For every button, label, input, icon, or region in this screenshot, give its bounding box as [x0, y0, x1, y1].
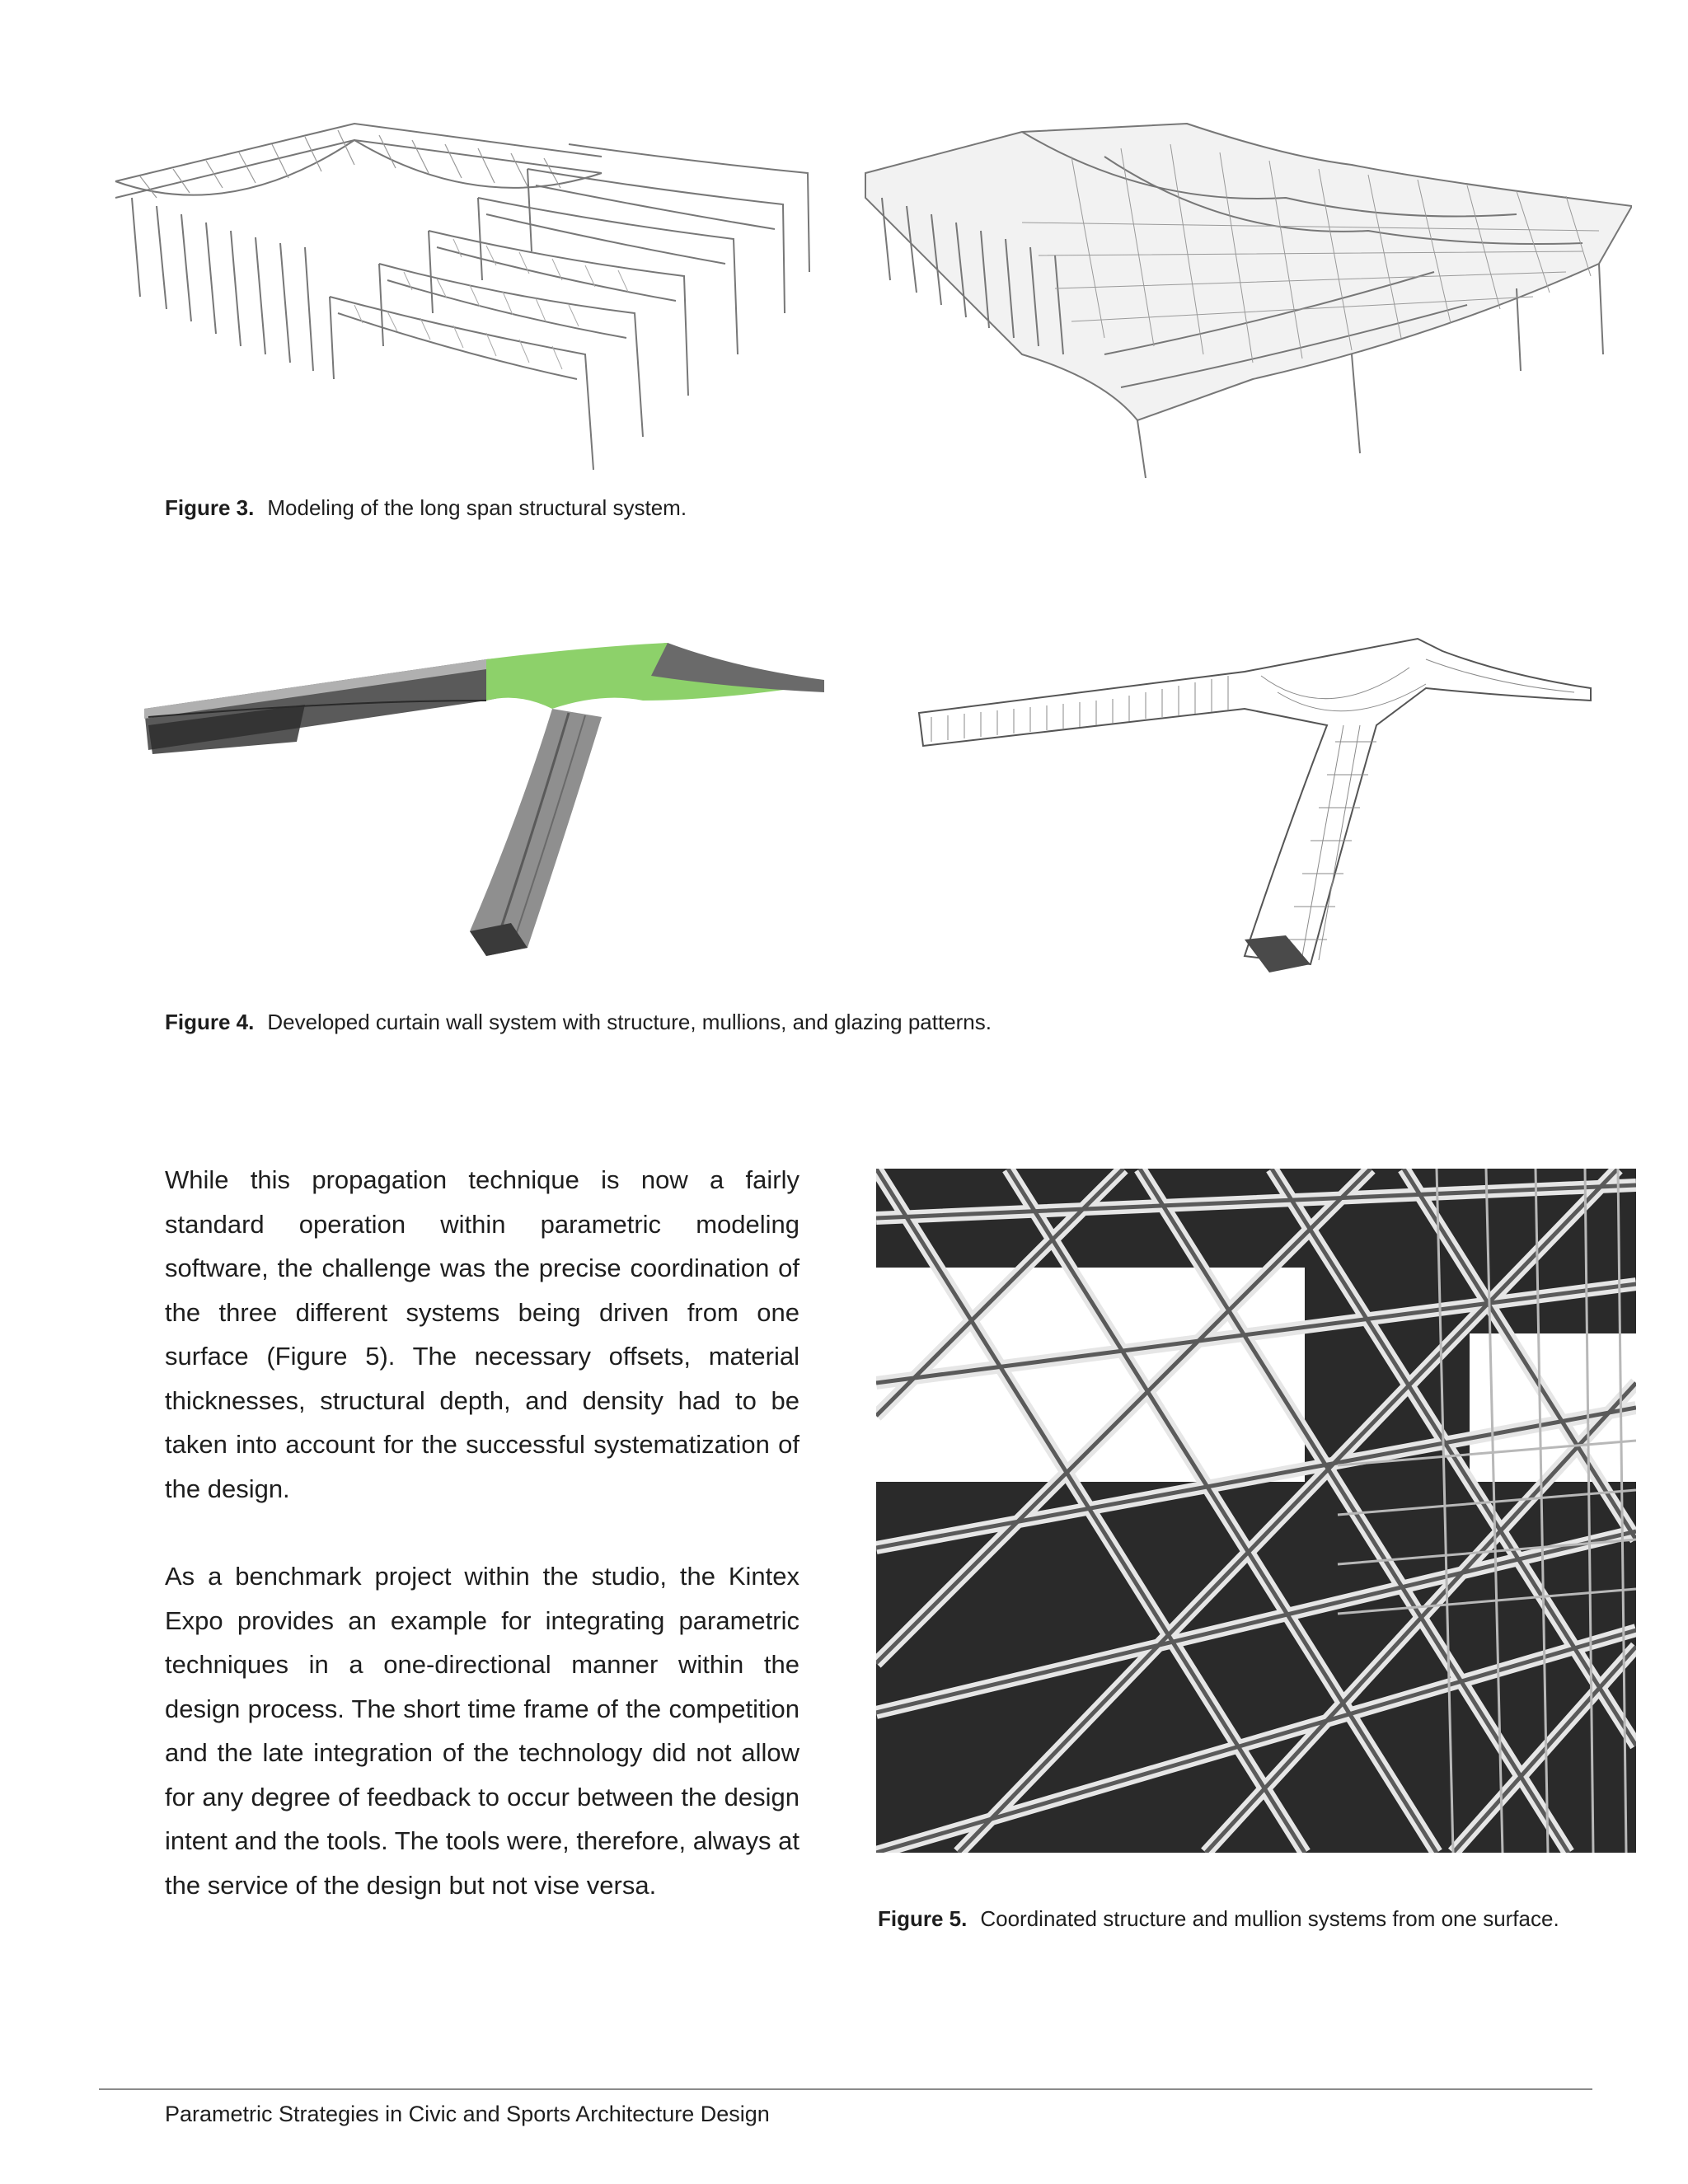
paragraph-spacer: [165, 1511, 799, 1554]
figure-3-label: Figure 3.: [165, 495, 255, 520]
curtain-wall-surface-image: [140, 610, 832, 964]
running-footer: Parametric Strategies in Civic and Sports Architecture Design: [165, 2102, 770, 2126]
body-paragraph-2: As a benchmark project within the studio, the Kintex Expo provides an example for integrating parametric techniques in a one-directional manner within the design process. The short time frame of the competition and the late integration of the technology did not allow for any degree of feedback to occur between the design intent and the tools. The tools were, therefore, always at the service of the design but not vise versa.: [165, 1562, 799, 1900]
figure-4-text: Developed curtain wall system with structure, mullions, and glazing patterns.: [267, 1010, 992, 1034]
figure-3-left-truss-model: [107, 107, 824, 486]
figure-3-caption: [165, 494, 687, 521]
figure-4-right-curtain-wall-model: [915, 610, 1599, 972]
curtain-wall-mullion-image: [915, 610, 1599, 972]
figure-4-label: Figure 4.: [165, 1010, 255, 1034]
figure-4-left-curtain-wall-model: [140, 610, 832, 964]
body-paragraph-1: While this propagation technique is now a fairly standard operation within parametric modeling software, the challenge was the precise coordination of the three different systems being driven from one surface (Figure 5). The necessary offsets, material thicknesses, structural depth, and density had to be taken into account for the successful systematization of the design.: [165, 1165, 799, 1503]
figure-4-caption: [165, 1009, 992, 1035]
long-span-truss-image: [107, 107, 824, 486]
footer-divider: [99, 2088, 1592, 2090]
figure-5-caption: [878, 1905, 1559, 1932]
long-span-roof-image: [857, 107, 1632, 486]
coordinated-structure-image: [876, 1169, 1636, 1853]
figure-3-right-roof-model: [857, 107, 1632, 486]
figure-5-text: Coordinated structure and mullion systems from one surface.: [980, 1906, 1559, 1931]
figure-3-text: Modeling of the long span structural system.: [267, 495, 687, 520]
figure-5-structure-render: [876, 1169, 1636, 1853]
figure-5-label: Figure 5.: [878, 1906, 968, 1931]
body-text: [165, 1158, 799, 1907]
